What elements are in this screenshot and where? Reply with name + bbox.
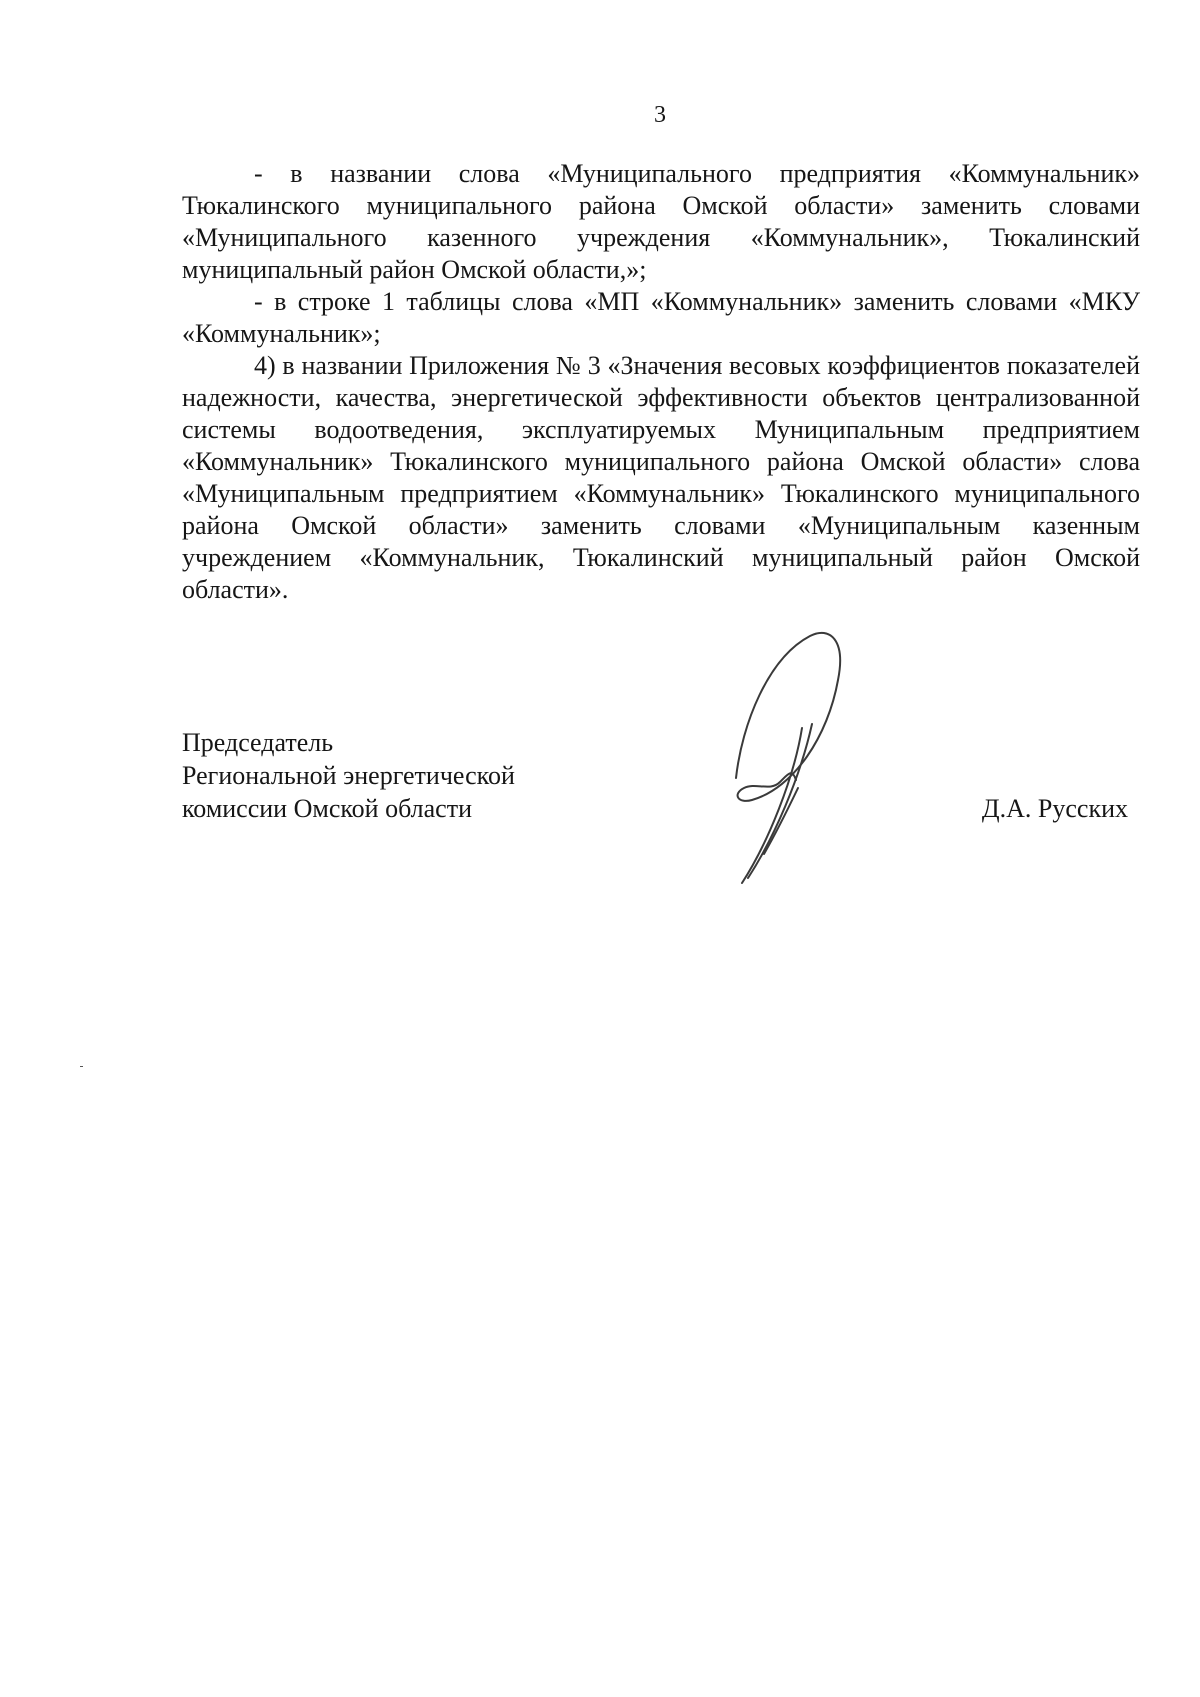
signatory-title <box>182 726 515 825</box>
page-number: 3 <box>654 102 666 128</box>
paragraph-appendix-3-change: 4) в названии Приложения № 3 «Значения весовых коэффициентов показателей надежности, качества, энергетической эффективности объектов централизованной системы водоотведения, эксплуатируемых Муниципальным предприятием «Коммунальник» Тюкалинского муниципального района Омской области» слова «Муниципальным предприятием «Коммунальник» Тюкалинского муниципального района Омской области» заменить словами «Муниципальным казенным учреждением «Коммунальник, Тюкалинский муниципальный район Омской области». <box>182 351 1140 604</box>
signatory-title-line: комиссии Омской области <box>182 794 472 823</box>
paragraph-table-row-change: - в строке 1 таблицы слова «МП «Коммунальник» заменить словами «МКУ «Коммунальник»; <box>182 287 1140 348</box>
signatory-title-line: Председатель <box>182 728 334 757</box>
paragraph-name-change: - в названии слова «Муниципального предприятия «Коммунальник» Тюкалинского муниципального района Омской области» заменить словами «Муниципального казенного учреждения «Коммунальник», Тюкалинский муниципальный район Омской области,»; <box>182 159 1140 284</box>
signatory-name: Д.А. Русских <box>981 794 1128 823</box>
signatory-title-line: Региональной энергетической <box>182 761 515 790</box>
scan-artifact <box>80 1066 83 1067</box>
document-body <box>182 158 1140 606</box>
handwritten-signature <box>728 628 888 888</box>
